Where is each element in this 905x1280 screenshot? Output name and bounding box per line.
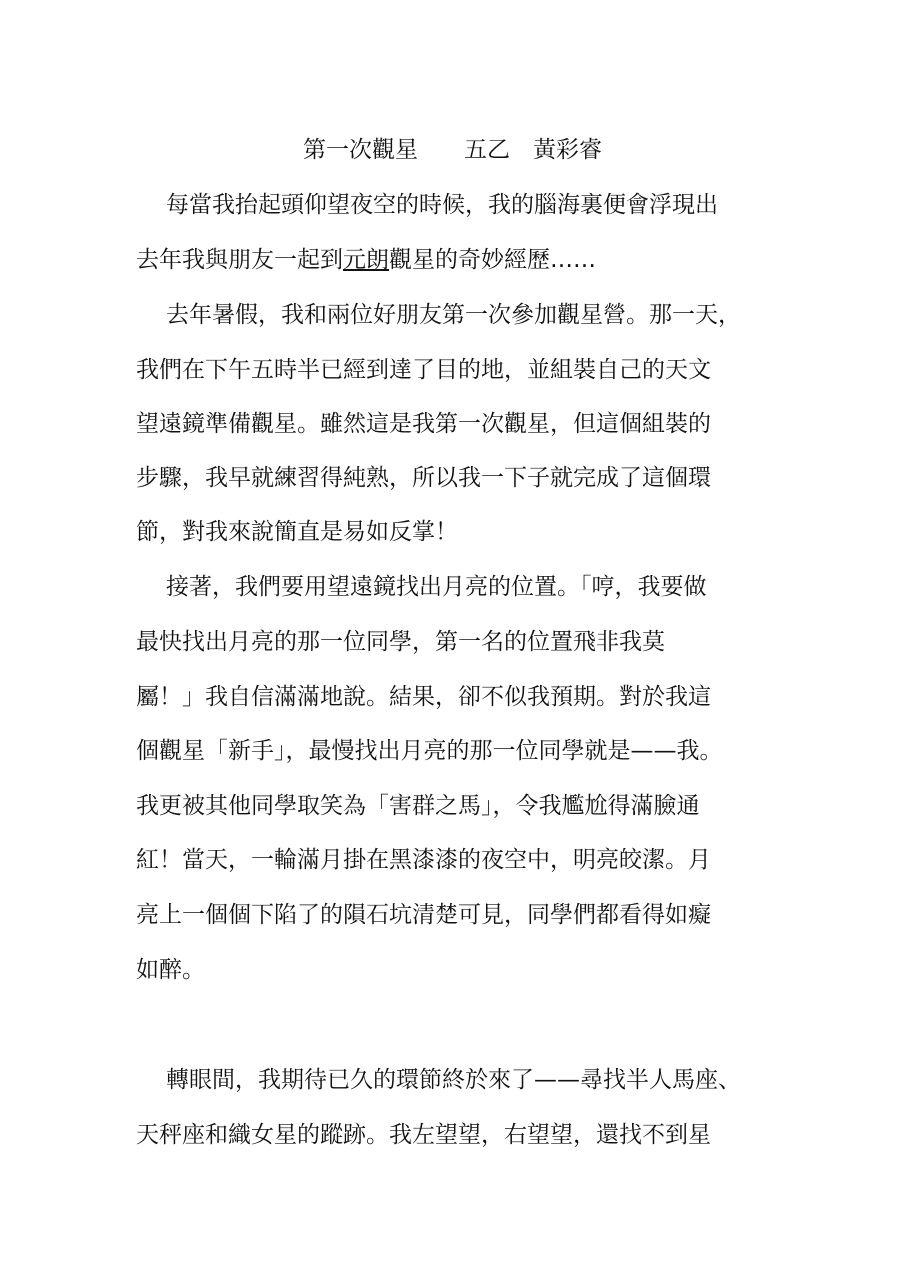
text-line-9: 最快找出月亮的那一位同學，第一名的位置飛非我莫 [136,629,665,655]
text-line-2 [136,240,596,280]
text-line-15: 如醉。 [136,957,205,983]
text-line-6: 步驟，我早就練習得純熟，所以我一下子就完成了這個環 [136,465,711,491]
text-line-1: 每當我抬起頭仰望夜空的時候，我的腦海裏便會浮現出 [166,192,718,218]
text-line-17: 天秤座和織女星的蹤跡。我左望望，右望望，還找不到星 [136,1122,711,1148]
text-line-13: 紅！當天，一輪滿月掛在黑漆漆的夜空中，明亮皎潔。月 [136,847,711,873]
text-line-8: 接著，我們要用望遠鏡找出月亮的位置。「哼，我要做 [166,574,707,600]
text-line-4: 我們在下午五時半已經到達了目的地，並組裝自己的天文 [136,357,711,383]
text-line-7: 節，對我來說簡直是易如反掌！ [136,519,458,545]
text-line-16: 轉眼間，我期待已久的環節終於來了——尋找半人馬座、 [166,1067,741,1093]
text-span: 去年我與朋友一起到 [136,247,343,273]
text-line-10: 屬！」我自信滿滿地說。結果，卻不似我預期。對於我這 [136,684,711,710]
text-line-11: 個觀星「新手」，最慢找出月亮的那一位同學就是——我。 [136,738,723,764]
text-line-12: 我更被其他同學取笑為「害群之馬」，令我尷尬得滿臉通 [136,793,700,819]
text-span: 觀星的奇妙經歷…… [389,247,596,273]
underlined-place-name: 元朗 [343,247,389,273]
text-line-3: 去年暑假，我和兩位好朋友第一次參加觀星營。那一天， [166,302,741,328]
text-line-14: 亮上一個個下陷了的隕石坑清楚可見，同學們都看得如癡 [136,902,711,928]
text-line-5: 望遠鏡準備觀星。雖然這是我第一次觀星，但這個組裝的 [136,411,711,437]
essay-title: 第一次觀星 五乙 黃彩睿 [303,137,602,163]
